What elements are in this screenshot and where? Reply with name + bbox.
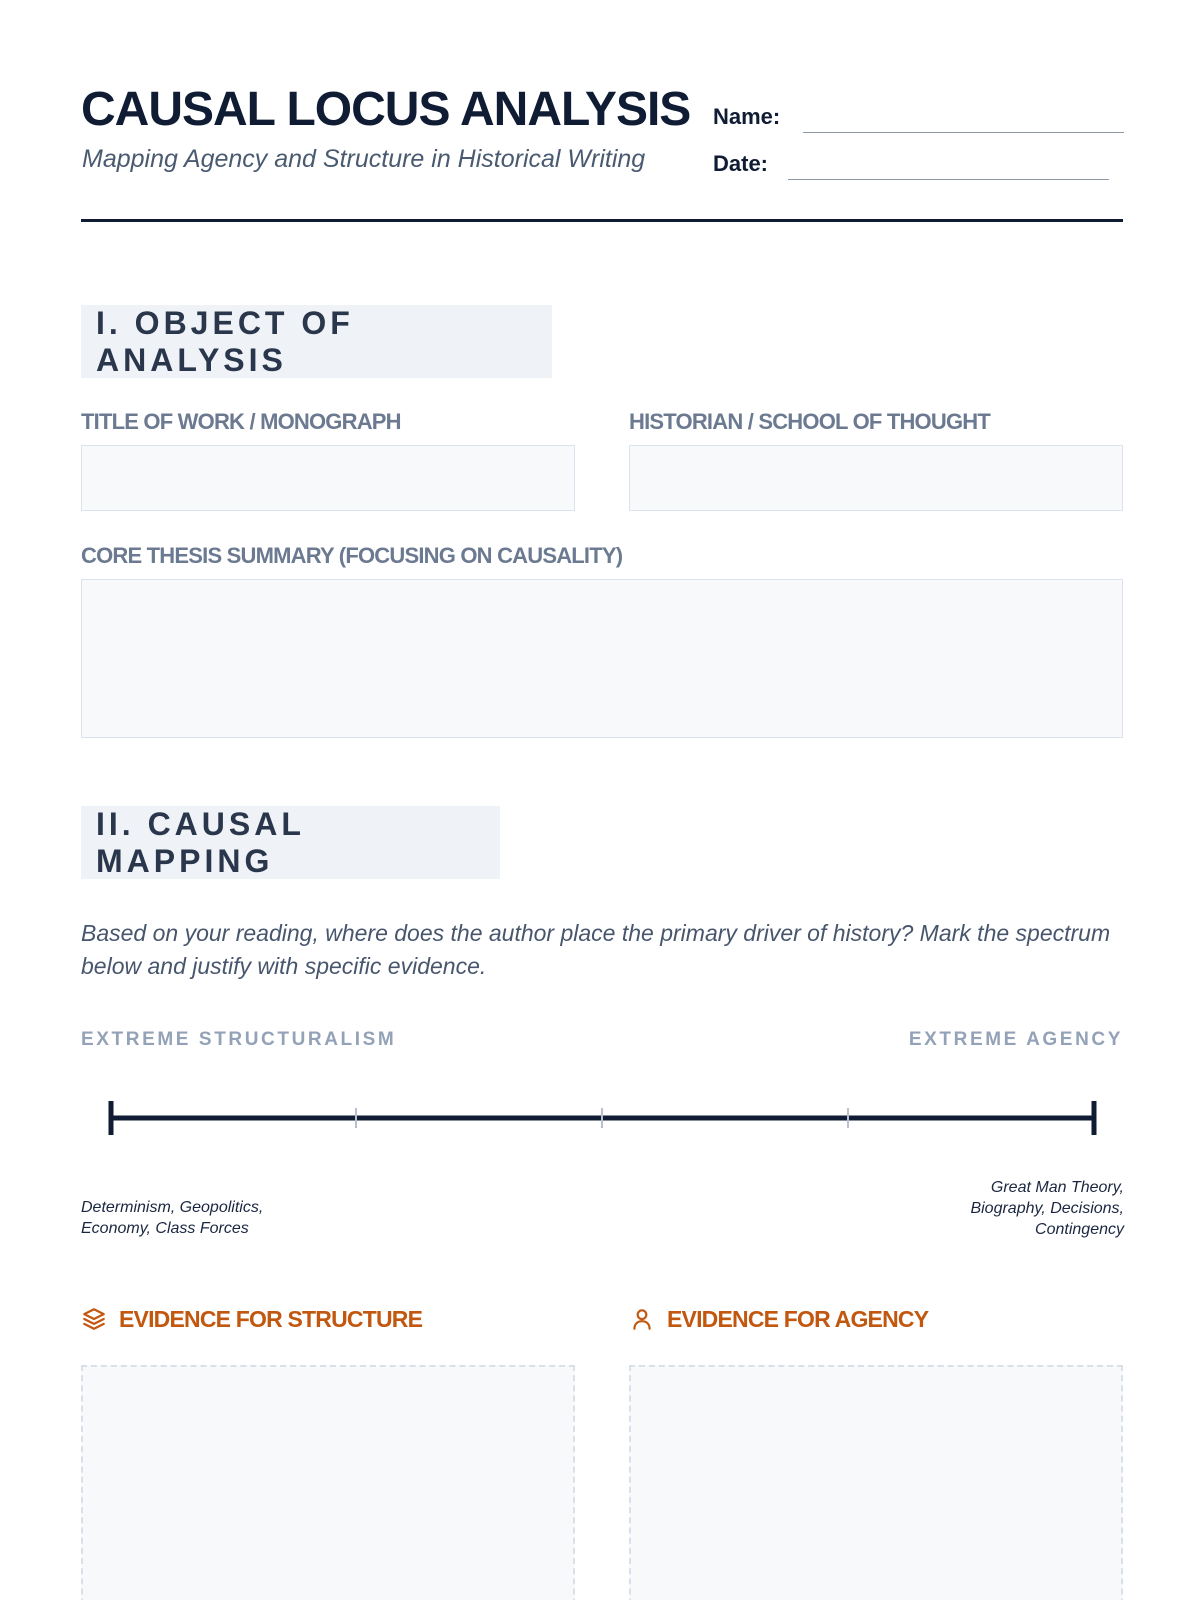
mapping-instructions: Based on your reading, where does the author place the primary driver of history? Mark the spectrum below and justify with specific evidence.	[81, 920, 1111, 979]
evidence-structure-field[interactable]	[81, 1365, 575, 1600]
date-field[interactable]	[788, 152, 1109, 180]
historian-label: HISTORIAN / SCHOOL OF THOUGHT	[629, 409, 990, 434]
header-divider	[81, 219, 1123, 222]
layers-icon	[81, 1306, 107, 1332]
name-label: Name:	[713, 104, 781, 129]
spectrum-right-description: Great Man Theory, Biography, Decisions, Contingency	[970, 1179, 1124, 1238]
title-of-work-field[interactable]	[81, 445, 575, 511]
core-thesis-field[interactable]	[81, 579, 1123, 738]
evidence-agency-label: EVIDENCE FOR AGENCY	[667, 1305, 929, 1332]
page-subtitle: Mapping Agency and Structure in Historical Writing	[82, 145, 646, 173]
section-heading-object-of-analysis	[81, 305, 552, 378]
evidence-structure-header	[81, 1306, 422, 1332]
user-icon	[629, 1306, 655, 1332]
spectrum-left-description: Determinism, Geopolitics, Economy, Class Forces	[81, 1199, 264, 1237]
evidence-agency-header	[629, 1306, 928, 1332]
section-heading-causal-mapping	[81, 806, 500, 879]
spectrum-right-label: EXTREME AGENCY	[908, 1029, 1123, 1050]
causal-spectrum-scale[interactable]	[100, 1096, 1100, 1140]
spectrum-left-label: EXTREME STRUCTURALISM	[81, 1029, 397, 1050]
evidence-agency-field[interactable]	[629, 1365, 1123, 1600]
section-heading-text: II. CAUSAL MAPPING	[96, 805, 305, 879]
historian-field[interactable]	[629, 445, 1123, 511]
core-thesis-label: CORE THESIS SUMMARY (FOCUSING ON CAUSALITY)	[81, 543, 623, 568]
date-label: Date:	[713, 151, 769, 176]
name-field[interactable]	[803, 105, 1124, 133]
section-heading-text: I. OBJECT OF ANALYSIS	[96, 304, 354, 378]
title-of-work-label: TITLE OF WORK / MONOGRAPH	[81, 409, 401, 434]
page-title: CAUSAL LOCUS ANALYSIS	[81, 83, 691, 136]
evidence-structure-label: EVIDENCE FOR STRUCTURE	[119, 1305, 423, 1332]
